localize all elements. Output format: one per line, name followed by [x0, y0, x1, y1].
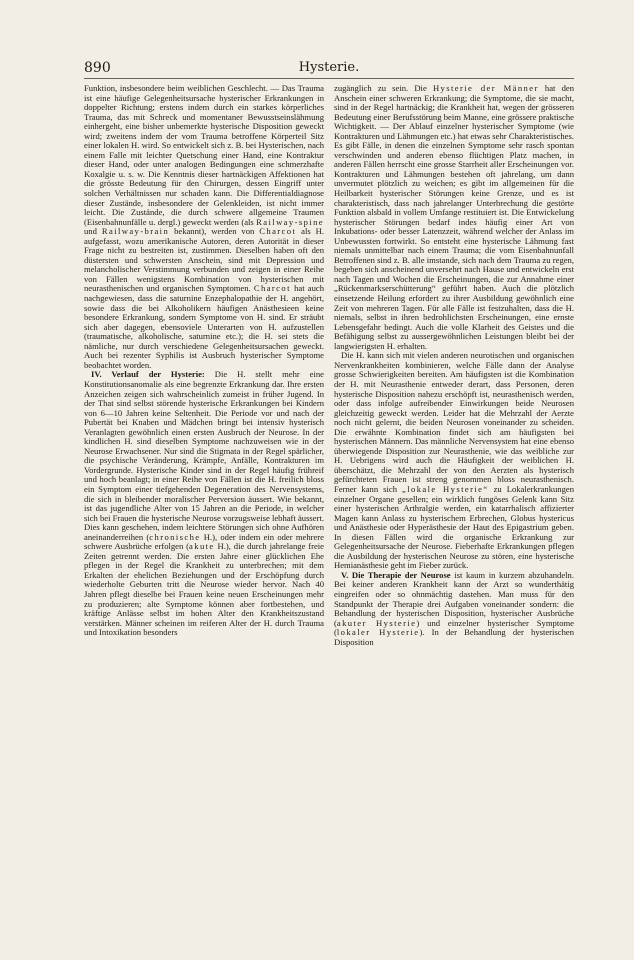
text-run: Die H. stellt mehr eine Konstitutionsanomalie als eine begrenzte Erkrankung dar. Ihre ersten Anzeichen zeigen sich wahrscheinlich zumeist in früher Jugend. In der That sind selbst störende hysterische Erkrankungen bei Kindern von 6—10 Jahren keine Seltenheit. Die Periode vor und nach der Pubertät bei Knaben und Mädchen bringt bei intensiv hysterisch Veranlagten gewöhnlich einen ersten Ausbruch der Neurose. In der kindlichen H. sind dieselben Symptome nachzuweisen wie in der Neurose Erwachsener. Nur sind die Stigmata in der Regel spärlicher, die psychische Veränderung, Krämpfe, Anfälle, Kontrakturen im Vordergrunde. Hysterische Kinder sind in der Regel häufig frühreif und hoch beanlagt; in einer Reihe von Fällen ist die H. freilich bloss ein Symptom einer tiefgehenden Degeneration des Nervensystems, die sich in bleibender moralischer Perversion äussert. Wie bekannt, ist das jugendliche Alter von 15 Jahren an die Periode, in welcher sich bei Frauen die hysterische Neurose vorzugsweise lebhaft äussert. Dies kann geschehen, indem leichtere Störungen sich ohne Aufhören aneinanderreihen (: [84, 369, 324, 542]
text-run: Die H. kann sich mit vielen anderen neurotischen und organischen Nervenkrankheiten kombinieren, welche Fälle dann der Analyse grosse Schwierigkeiten bereiten. Am häufigsten ist die Kombination der H. mit Neurasthenie entweder derart, dass Personen, deren hysterische Disposition nahezu erschöpft ist, neurasthenisch werden, oder dass infolge aufreibender Einwirkungen beide Neurosen gleichzeitig geweckt werden. Leider hat die Mehrzahl der Aerzte noch nicht gelernt, die beiden Neurosen voneinander zu scheiden. Die erwähnte Kombination findet sich am häufigsten bei hysterischen Männern. Das männliche Nervensystem hat eine ebenso überwiegende Disposition zur Neurasthenie, wie das weibliche zur H. Uebrigens wird auch die Häufigkeit der weiblichen H. überschätzt, die Mehrzahl der von den Aerzten als hysterisch gefürchteten Frauen ist streng genommen bloss neurasthenisch. Ferner kann sich: [334, 350, 574, 494]
section-heading: V. Die Therapie der Neurose: [341, 569, 451, 580]
text-run: bekannt), werden von: [169, 226, 260, 237]
spaced-term: lokaler Hysterie: [336, 627, 420, 638]
text-run: ). In der Behandlung der hysterischen Disposition: [334, 627, 574, 647]
spaced-term: Railway-spine: [256, 216, 324, 227]
text-run: zugänglich zu sein. Die: [334, 84, 433, 93]
text-run: zu Lokalerkrankungen einzelner Organe gesellen; ein wirklich fungöses Gelenk kann Sitz einer hysterischen Arthralgie werden, ein katarrhalisch affizierter Magen kann Anlass zu hysterischem Erbrechen, Globus hystericus und Anästhesie oder Hyperästhesie der Haut des Epigastrium geben. In diesen Fällen wird die organische Erkrankung zur Gelegenheitsursache der Neurose. Fieberhafte Erkrankungen pflegen die Ausbildung der hysterischen Neurose zu stören, eine hysterische Hemianästhesie geht im Fieber zurück.: [334, 483, 574, 571]
spaced-term: Railway-brain: [101, 226, 170, 237]
text-run: hat den Anschein einer schweren Erkrankung; die Symptome, die sie macht, sind in der Regel hartnäckig; die Krankheit hat, wegen der grösseren Bedeutung einer Berufsstörung beim Manne, eine grössere praktische Wichtigkeit. — Der Ablauf einzelner hysterischer Symptome (wie Kontrakturen und Lähmungen etc.) hat etwas sehr Charakteristisches. Es gibt Fälle, in denen die einzelnen Symptome sehr rasch spontan verschwinden und anderen ebenso flüchtigen Platz machen, in anderen Fällen herrscht eine grosse Starrheit aller Erscheinungen vor. Kontrakturen und Lähmungen bestehen oft jahrelang, um dann unvermutet plötzlich zu weichen; es gibt im allgemeinen für die Heilbarkeit hysterischer Störungen keine Grenze, und es ist charakteristisch, dass nach jahrelanger Unterbrechung die gestörte Funktion alsbald in vollem Umfange restituiert ist. Die Entwickelung hysterischer Störungen bedarf indes häufig einer Art von Inkubations- oder besser Latenzzeit, während welcher der Anlass im Unbewussten fortwirkt. So entsteht eine hysterische Lähmung fast niemals unmittelbar nach einem Trauma; die vom Eisenbahnunfall Betroffenen sind z. B. alle imstande, sich nach dem Trauma zu regen, begeben sich anscheinend unversehrt nach Hause und entwickeln erst nach Tagen und Wochen die Erscheinungen, die zur Annahme einer „Rückenmarkserschütterung“ geführt haben. Auch die plötzlich einsetzende Heilung erfordert zu ihrer Ausbildung gewöhnlich eine Zeit von mehreren Tagen. Für alle Fälle ist festzuhalten, dass die H. niemals, selbst in ihren bedrohlichsten Erscheinungen, eine ernste Lebensgefahr bedingt. Auch die volle Klarheit des Geistes und die Befähigung selbst zu aussergewöhnlichen Leistungen bleibt bei der langwierigsten H. erhalten.: [334, 84, 574, 351]
left-column: [84, 84, 324, 924]
header-rule: [84, 78, 574, 79]
spaced-term: Charcot: [253, 283, 291, 294]
section-heading: IV. Verlauf der Hysterie:: [91, 369, 205, 380]
spaced-term: akuter Hysterie: [336, 617, 417, 628]
paragraph: [84, 84, 324, 370]
spaced-term: Hysterie der Männer: [432, 84, 539, 93]
paragraph: [84, 370, 324, 637]
running-head: Hysterie.: [298, 60, 360, 75]
spaced-term: „lokale Hysterie“: [402, 483, 489, 494]
text-run: als H. aufgefasst, wozu amerikanische Autoren, deren Autorität in dieser Frage nicht zu bestreiten ist, zustimmen. Dieselben haben oft den düstersten und schwersten Anschein, sind mit Depression und melancholischer Verstimmung verbunden und zeigen in einer Reihe von Fällen wenigstens Kombination von hysterischen mit neurasthenischen und organischen Symptomen.: [84, 226, 324, 294]
right-column: [334, 84, 574, 924]
text-run: ist kaum in kurzem abzuhandeln. Bei keiner anderen Krankheit kann der Arzt so wunderthätig eingreifen oder so ohnmächtig dastehen. Man muss für den Standpunkt der Therapie drei Aufgaben voneinander sondern: die Behandlung der hysterischen Disposition, hysterischer Ausbrüche (: [334, 569, 574, 628]
text-run: hat auch nachgewiesen, dass die saturnine Enzephalopathie der H. angehört, sowie dass die bei Alkoholikern häufigen Anästhesieen keine besondere Erkrankung, sondern Symptome von H. sind. Er sträubt sich aber dagegen, ebensoviele Unterarten von H. aufzustellen (traumatische, alkoholische, saturnine etc.); die H. sei stets die nämliche, nur durch verschiedene Gelegenheitsursachen geweckt. Auch bei rezenter Syphilis ist Ausbruch hysterischer Symptome beobachtet worden.: [84, 283, 324, 370]
paragraph: [334, 84, 574, 351]
text-run: H.), oder indem ein oder mehrere schwere Ausbrüche erfolgen (: [84, 531, 324, 552]
text-run: H.), die durch jahrelange freie Zeiten getrennt werden. Die ersten Jahre einer glücklichen Ehe pflegen in der Regel die Krankheit zu unterbrechen; mit dem Erkalten der ehelichen Beziehungen und der Erschöpfung durch wiederholte Geburten tritt die Neurose wieder hervor. Nach 40 Jahren pflegt dieselbe bei Frauen keine neuen Erscheinungen mehr zu produzieren; alte Symptome können aber fortbestehen, und kräftige Anlässe selbst im hohen Alter den Krankheitszustand verstärken. Männer scheinen im reiferen Alter der H. durch Trauma und Intoxikation besonders: [84, 541, 324, 638]
text-run: ) und einzelner hysterischer Symptome (: [334, 617, 574, 638]
spaced-term: akute: [189, 541, 215, 552]
page-header: [84, 60, 574, 78]
text-run: Funktion, insbesondere beim weiblichen Geschlecht. — Das Trauma ist eine häufige Gelegenheitsursache hysterischer Erkrankungen in doppelter Richtung; erstens indem durch ein starkes körperliches Trauma, das mit Schreck und momentaner Bewusstseinslähmung einhergeht, eine bisher unbemerkte hysterische Disposition geweckt wird; zweitens indem der vom Trauma betroffene Körperteil Sitz einer lokalen H. wird. So entwickelt sich z. B. bei Hysterischen, nach einem Falle mit leichter Quetschung einer Hand, eine Kontraktur dieser Hand, oder unter analogen Bedingungen eine schmerzhafte Koxalgie u. s. w. Die Kenntnis dieser hartnäckigen Affektionen hat die grösste Bedeutung für den Chirurgen, dessen Eingriff unter solchen Verhältnissen nur schaden kann. Die Differentialdiagnose dieser Zustände, insbesondere der Gelenkleiden, ist nicht immer leicht. Die Zustände, die durch schwere allgemeine Traumen (Eisenbahnunfälle u. dergl.) geweckt werden (als: [84, 84, 324, 227]
spaced-term: chronische: [149, 531, 201, 542]
page-number: 890: [84, 60, 111, 76]
paragraph: [334, 571, 574, 647]
text-run: und: [84, 226, 102, 237]
paragraph: [334, 351, 574, 571]
spaced-term: Charcot: [259, 226, 297, 237]
